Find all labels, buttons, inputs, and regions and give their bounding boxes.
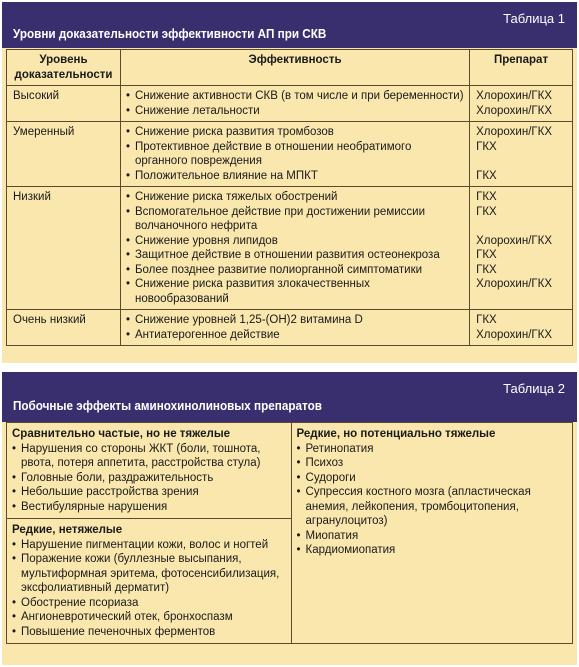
drug-item: ГКХ <box>476 205 497 218</box>
drug-item: Хлорохин/ГКХ <box>476 104 552 117</box>
drug-item: Хлорохин/ГКХ <box>476 90 552 102</box>
effect-cell <box>120 310 469 346</box>
level-cell: Умеренный <box>7 122 121 187</box>
effect-item: • Защитное действие в отношении развития остеонекроза <box>126 248 464 263</box>
evidence-row-very-low <box>7 310 573 346</box>
list-item: • Поражение кожи (буллезные высыпания, мультиформная эритема, фотосенсибилизация, эксфолиативный дерматит) <box>12 552 286 596</box>
effect-cell <box>120 122 469 187</box>
rare-section <box>7 518 291 639</box>
drug-item: Хлорохин/ГКХ <box>476 126 552 138</box>
list-item: • Повышение печеночных ферментов <box>12 625 286 640</box>
effect-item: • Снижение риска развития тромбозов <box>126 125 464 140</box>
list-item: • Супрессия костного мозга (апластическая анемия, лейкопения, тромбоцитопения, агранулоцитоз) <box>297 485 567 529</box>
effect-item: • Снижение уровней 1,25-(ОН)2 витамина D <box>126 313 464 328</box>
drug-item: ГКХ <box>476 314 497 326</box>
side-effects-row <box>7 423 573 644</box>
serious-list <box>297 442 567 558</box>
side-effects-table <box>6 422 573 644</box>
serious-section-title: Редкие, но потенциально тяжелые <box>296 428 496 440</box>
list-item: • Нарушения со стороны ЖКТ (боли, тошнота, рвота, потеря аппетита, расстройства стула) <box>12 442 286 471</box>
side-effects-left-cell <box>7 423 292 644</box>
list-item: • Миопатия <box>297 529 567 544</box>
drug-item: Хлорохин/ГКХ <box>476 234 552 247</box>
drug-cell <box>470 310 573 346</box>
table-1-title: Уровни доказательности эффективности АП при СКВ <box>13 26 327 41</box>
table-1-number: Таблица 1 <box>503 11 565 26</box>
list-item: • Ретинопатия <box>297 442 567 457</box>
drug-item: ГКХ <box>476 263 497 276</box>
side-effects-right-cell <box>291 423 572 644</box>
effect-item: • Протективное действие в отношении необратимого органного повреждения <box>126 140 464 169</box>
drug-item: ГКХ <box>476 140 497 153</box>
rare-section-title: Редкие, нетяжелые <box>12 524 123 536</box>
list-item: • Небольшие расстройства зрения <box>12 485 286 500</box>
rare-list <box>12 538 286 640</box>
evidence-row-moderate <box>7 122 573 187</box>
drug-spacer <box>476 154 566 169</box>
list-item: • Нарушение пигментации кожи, волос и ногтей <box>12 538 286 553</box>
level-cell: Высокий <box>7 86 121 122</box>
evidence-row-high <box>7 86 573 122</box>
drug-spacer <box>476 219 566 234</box>
table-2-header-band <box>2 372 577 422</box>
header-drug: Препарат <box>470 50 573 86</box>
list-item: • Психоз <box>297 456 567 471</box>
table-2-title: Побочные эффекты аминохинолиновых препаратов <box>13 398 322 413</box>
effect-item: • Снижение уровня липидов <box>126 234 464 249</box>
list-item: • Обострение псориаза <box>12 596 286 611</box>
effect-item: • Положительное влияние на МПКТ <box>126 169 464 184</box>
list-item: • Ангионевротический отек, бронхоспазм <box>12 610 286 625</box>
effect-item: • Снижение летальности <box>126 104 464 119</box>
effect-item: • Вспомогательное действие при достижении ремиссии волчаночного нефрита <box>126 205 464 234</box>
level-cell: Низкий <box>7 187 121 310</box>
effect-item: • Снижение риска тяжелых обострений <box>126 190 464 205</box>
effect-cell <box>120 86 469 122</box>
header-effect: Эффективность <box>120 50 469 86</box>
table-2 <box>2 372 577 665</box>
list-item: • Вестибулярные нарушения <box>12 500 286 515</box>
evidence-header-row <box>7 50 573 86</box>
list-item: • Головные боли, раздражительность <box>12 471 286 486</box>
evidence-table <box>6 49 573 346</box>
drug-item: ГКХ <box>476 169 497 182</box>
drug-item: Хлорохин/ГКХ <box>476 278 552 290</box>
drug-item: Хлорохин/ГКХ <box>476 328 552 341</box>
drug-item: ГКХ <box>476 191 497 203</box>
effect-item: • Антиатерогенное действие <box>126 328 464 343</box>
list-item: • Кардиомиопатия <box>297 543 567 558</box>
table-1-header-band <box>2 2 577 48</box>
effect-cell <box>120 187 469 310</box>
effect-item: • Снижение риска развития злокачественных новообразований <box>126 277 464 306</box>
list-item: • Судороги <box>297 471 567 486</box>
header-level: Уровень доказательности <box>7 50 121 86</box>
frequent-section-title: Сравнительно частые, но не тяжелые <box>12 428 231 440</box>
level-cell: Очень низкий <box>7 310 121 346</box>
effect-item: • Более позднее развитие полиорганной симптоматики <box>126 263 464 278</box>
drug-item: ГКХ <box>476 249 497 261</box>
frequent-list <box>12 442 286 515</box>
table-2-number: Таблица 2 <box>503 381 565 396</box>
drug-cell <box>470 187 573 310</box>
drug-cell <box>470 122 573 187</box>
evidence-row-low <box>7 187 573 310</box>
effect-item: • Снижение активности СКВ (в том числе и при беременности) <box>126 89 464 104</box>
drug-cell <box>470 86 573 122</box>
table-1 <box>2 2 577 363</box>
